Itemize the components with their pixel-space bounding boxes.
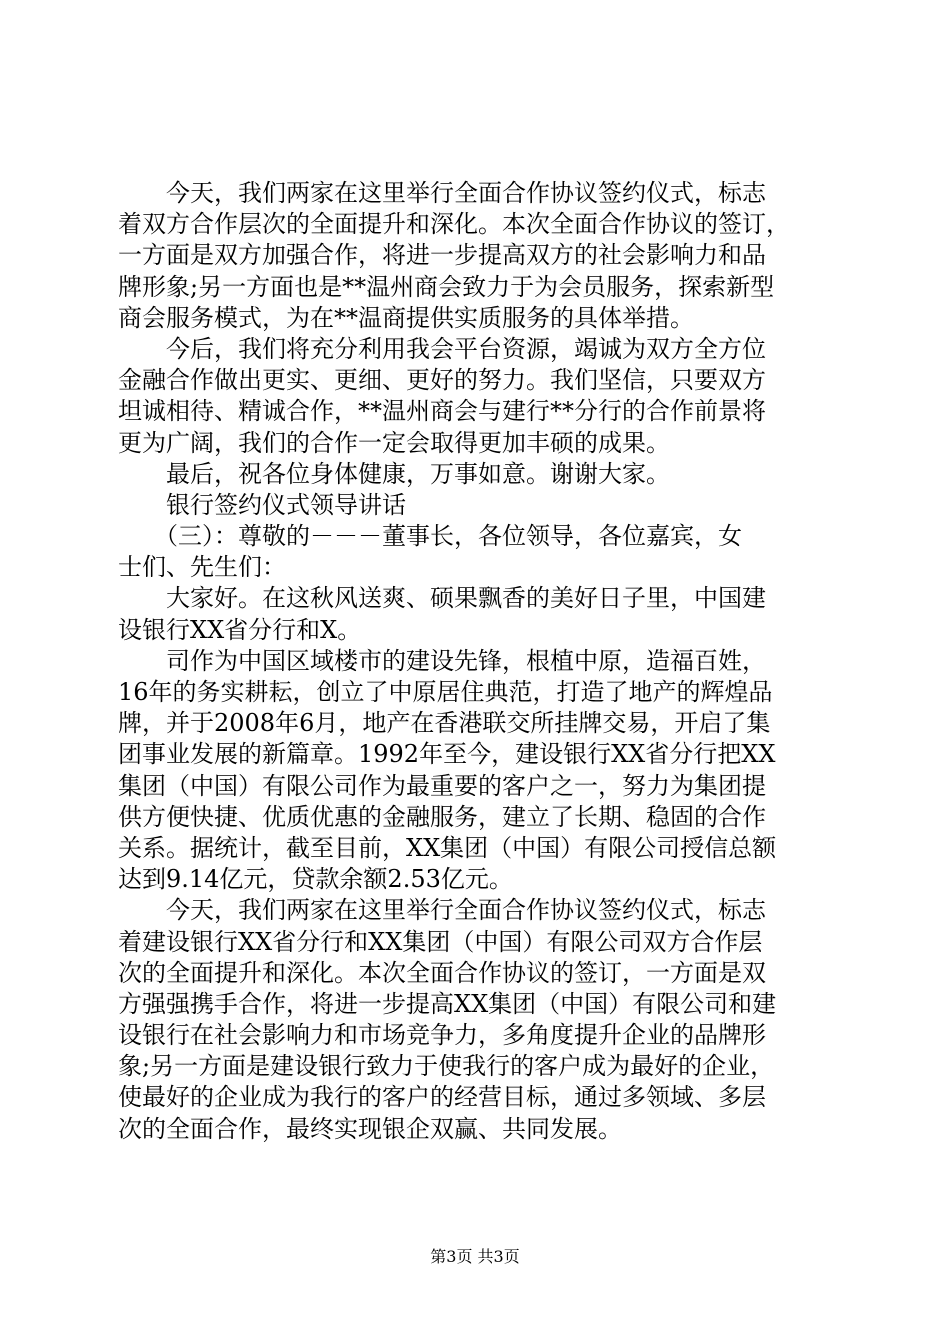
text-line: 今后，我们将充分利用我会平台资源，竭诚为双方全方位: [118, 334, 766, 363]
text-line: 供方便快捷、优质优惠的金融服务，建立了长期、稳固的合作: [118, 802, 766, 831]
text-line: 次的全面提升和深化。本次全面合作协议的签订，一方面是双: [118, 958, 766, 987]
text-line: 司作为中国区域楼市的建设先锋，根植中原，造福百姓，: [118, 646, 766, 675]
body-text: [118, 178, 838, 1145]
text-line: 金融合作做出更实、更细、更好的努力。我们坚信，只要双方: [118, 366, 766, 395]
text-line: 达到9.14亿元，贷款余额2.53亿元。: [118, 865, 513, 894]
text-line: 最后，祝各位身体健康，万事如意。谢谢大家。: [118, 459, 670, 488]
page-footer: [0, 1247, 950, 1267]
text-line: 着建设银行XX省分行和XX集团（中国）有限公司双方合作层: [118, 927, 763, 956]
text-line: 象;另一方面是建设银行致力于使我行的客户成为最好的企业，: [118, 1052, 775, 1081]
text-line: 士们、先生们：: [118, 553, 286, 582]
text-line: 今天，我们两家在这里举行全面合作协议签约仪式，标志: [118, 179, 766, 207]
text-line: 今天，我们两家在这里举行全面合作协议签约仪式，标志: [118, 896, 766, 925]
text-line: 16年的务实耕耘，创立了中原居住典范，打造了地产的辉煌品: [118, 678, 773, 706]
text-line: 牌形象;另一方面也是**温州商会致力于为会员服务，探索新型: [118, 272, 775, 301]
text-line: 坦诚相待、精诚合作，**温州商会与建行**分行的合作前景将: [118, 397, 766, 426]
text-line: 牌，并于2008年6月，地产在香港联交所挂牌交易，开启了集: [118, 709, 771, 738]
text-line: 设银行XX省分行和X。: [118, 615, 362, 644]
text-line: 集团（中国）有限公司作为最重要的客户之一，努力为集团提: [118, 771, 766, 800]
text-line: 一方面是双方加强合作，将进一步提高双方的社会影响力和品: [118, 241, 766, 270]
section-heading: 银行签约仪式领导讲话: [118, 490, 406, 519]
text-line: 次的全面合作，最终实现银企双赢、共同发展。: [118, 1114, 622, 1143]
text-line: （三）：尊敬的－－－董事长，各位领导，各位嘉宾，女: [118, 522, 742, 551]
text-line: 商会服务模式，为在**温商提供实质服务的具体举措。: [118, 303, 694, 332]
text-line: 方强强携手合作，将进一步提高XX集团（中国）有限公司和建: [118, 989, 777, 1018]
text-line: 着双方合作层次的全面提升和深化。本次全面合作协议的签订，: [118, 210, 790, 239]
page-number-label: 第3页 共3页: [430, 1247, 520, 1266]
text-line: 更为广阔，我们的合作一定会取得更加丰硕的成果。: [118, 428, 670, 457]
text-line: 大家好。在这秋风送爽、硕果飘香的美好日子里，中国建: [118, 584, 766, 613]
text-line: 团事业发展的新篇章。1992年至今，建设银行XX省分行把XX: [118, 740, 776, 769]
text-line: 设银行在社会影响力和市场竞争力，多角度提升企业的品牌形: [118, 1021, 766, 1050]
text-line: 关系。据统计，截至目前，XX集团（中国）有限公司授信总额: [118, 833, 777, 862]
text-line: 使最好的企业成为我行的客户的经营目标，通过多领域、多层: [118, 1083, 766, 1112]
